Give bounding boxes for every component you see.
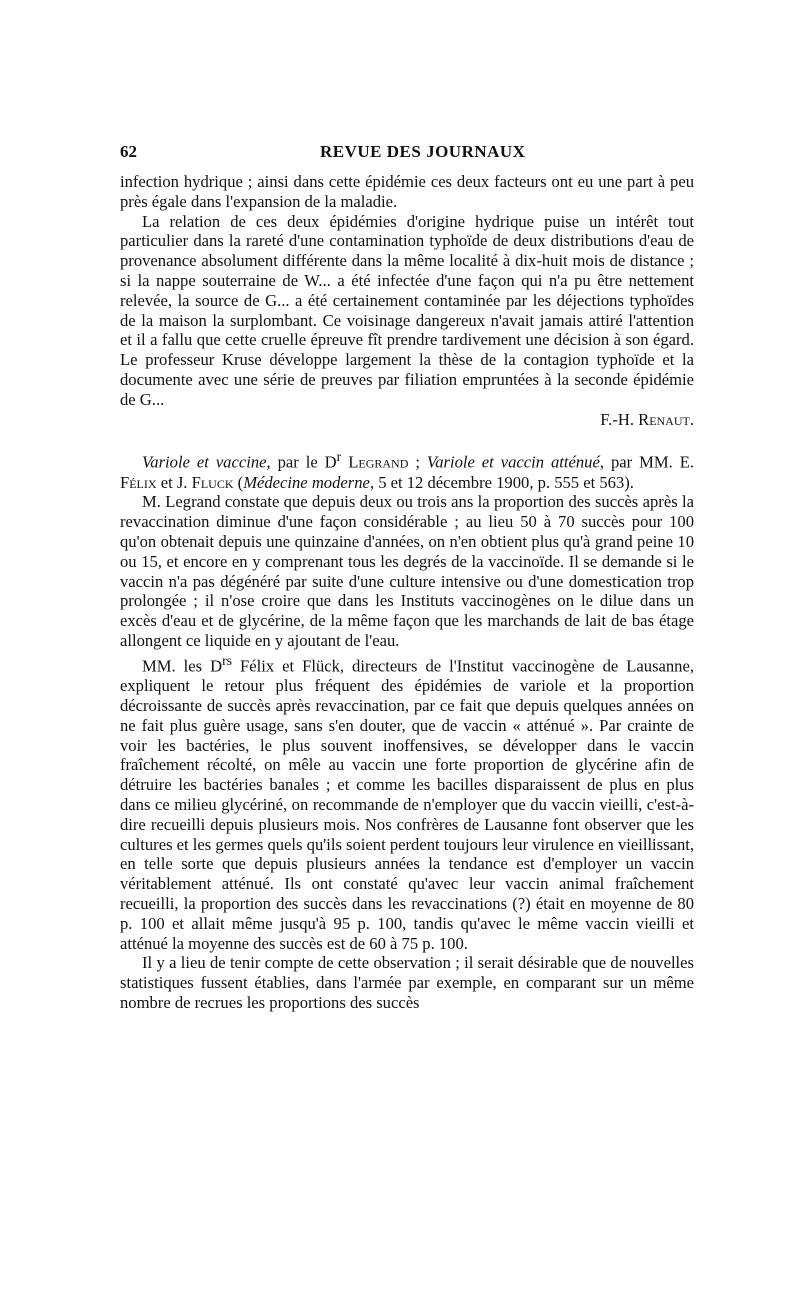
author-legrand: Legrand	[348, 452, 409, 472]
document-page	[120, 142, 694, 1013]
article-typhoid-epidemic	[120, 172, 694, 429]
section-gap	[120, 429, 694, 447]
paragraph-legrand: M. Legrand constate que depuis deux ou trois ans la proportion des succès après la revaccination diminue d'une façon considérable ; au lieu 50 à 70 succès pour 100 qu'on obtenait depuis une quinzaine d'années, on n'en obtient plus qu'à grand peine 10 ou 15, et encore en y comprenant tous les degrés de la vaccinoïde. Il se demande si le vaccin n'a pas dégénéré par suite d'une culture intensive ou d'une domestication trop prolongée ; il n'ose croire que dans les Instituts vaccinogènes on le dilue dans un excès d'eau et de glycérine, de la même façon que les marchands de lait de bas étage allongent ce liquide en y ajoutant de l'eau.	[120, 492, 694, 651]
author-fluck: Fluck	[191, 472, 234, 492]
journal-reference: , 5 et 12 décembre 1900, p. 555 et 563).	[369, 472, 634, 492]
paragraph-felix-fluck: MM. les $D^{rs}$ Félix et Flück, directeurs de l'Institut vaccinogène de Lausanne, expliquent le retour plus fréquent des épidémies de variole et la proportion décroissante de succès après revaccination, par ce fait que depuis quelques années on ne fait plus guère usage, sans s'en douter, que de vaccin « atténué ». Par crainte de voir les bactéries, le plus souvent inoffensives, se développer dans le vaccin fraîchement récolté, on mêle au vaccin une forte proportion de glycérine afin de détruire les bactéries banales ; et comme les bacilles disparaissent de plus en plus dans ce milieu glycériné, on recommande de n'employer que du vaccin vieilli, c'est-à-dire recueilli depuis plusieurs mois. Nos confrères de Lausanne font observer que les cultures et les germes quels qu'ils soient perdent toujours leur virulence en vieillissant, en telle sorte que depuis plusieurs années la tendance est d'employer un vaccin véritablement atténué. Ils ont constaté qu'avec leur vaccin animal fraîchement recueilli, la proportion des succès dans les revaccinations (?) était en moyenne de 80 p. 100 et allait même jusqu'à 95 p. 100, tandis qu'avec le même vaccin vieilli et atténué la moyenne des succès est de 60 à 75 p. 100.	[120, 652, 694, 953]
author-felix: Félix	[120, 472, 157, 492]
page-number: 62	[120, 142, 137, 161]
paragraph-observation: Il y a lieu de tenir compte de cette observation ; il serait désirable que de nouvelles statistiques fussent établies, dans l'armée par exemple, en comparant sur un même nombre de recrues les proportions des succès	[120, 953, 694, 1012]
article-title-1: Variole et vaccine	[142, 452, 267, 472]
signature-line	[120, 410, 694, 430]
article-variole-vaccine	[120, 447, 694, 1012]
running-title: REVUE DES JOURNAUX	[320, 142, 526, 161]
author-signature: F.-H. Renaut.	[600, 409, 694, 429]
article-title-2: Variole et vaccin atténué	[426, 452, 600, 472]
paragraph-continuation: infection hydrique ; ainsi dans cette épidémie ces deux facteurs ont eu une part à peu près égale dans l'expansion de la maladie.	[120, 172, 694, 211]
article-heading: Variole et vaccine, par le $D^r$ Legrand ; Variole et vaccin atténué, par MM. E. Félix et J. Fluck (Médecine moderne, 5 et 12 décembre 1900, p. 555 et 563).	[120, 449, 694, 492]
paragraph-hydric-origin: La relation de ces deux épidémies d'origine hydrique puise un intérêt tout particulier dans la rareté d'une contamination typhoïde de deux distributions d'eau de provenance absolument différente dans la même localité à dix-huit mois de distance ; si la nappe souterraine de W... a été infectée d'une façon qui n'a pu être nettement relevée, la source de G... a été certainement contaminée par les déjections typhoïdes de la maison la surplombant. Ce voisinage dangereux n'avait jamais attiré l'attention et il a fallu que cette cruelle épreuve fît prendre tardivement une décision à son égard. Le professeur Kruse développe largement la thèse de la contagion typhoïde et la documente avec une série de preuves par filiation empruntées à la seconde épidémie de G...	[120, 211, 694, 409]
journal-name: Médecine moderne	[243, 472, 370, 492]
page-header	[120, 142, 694, 172]
